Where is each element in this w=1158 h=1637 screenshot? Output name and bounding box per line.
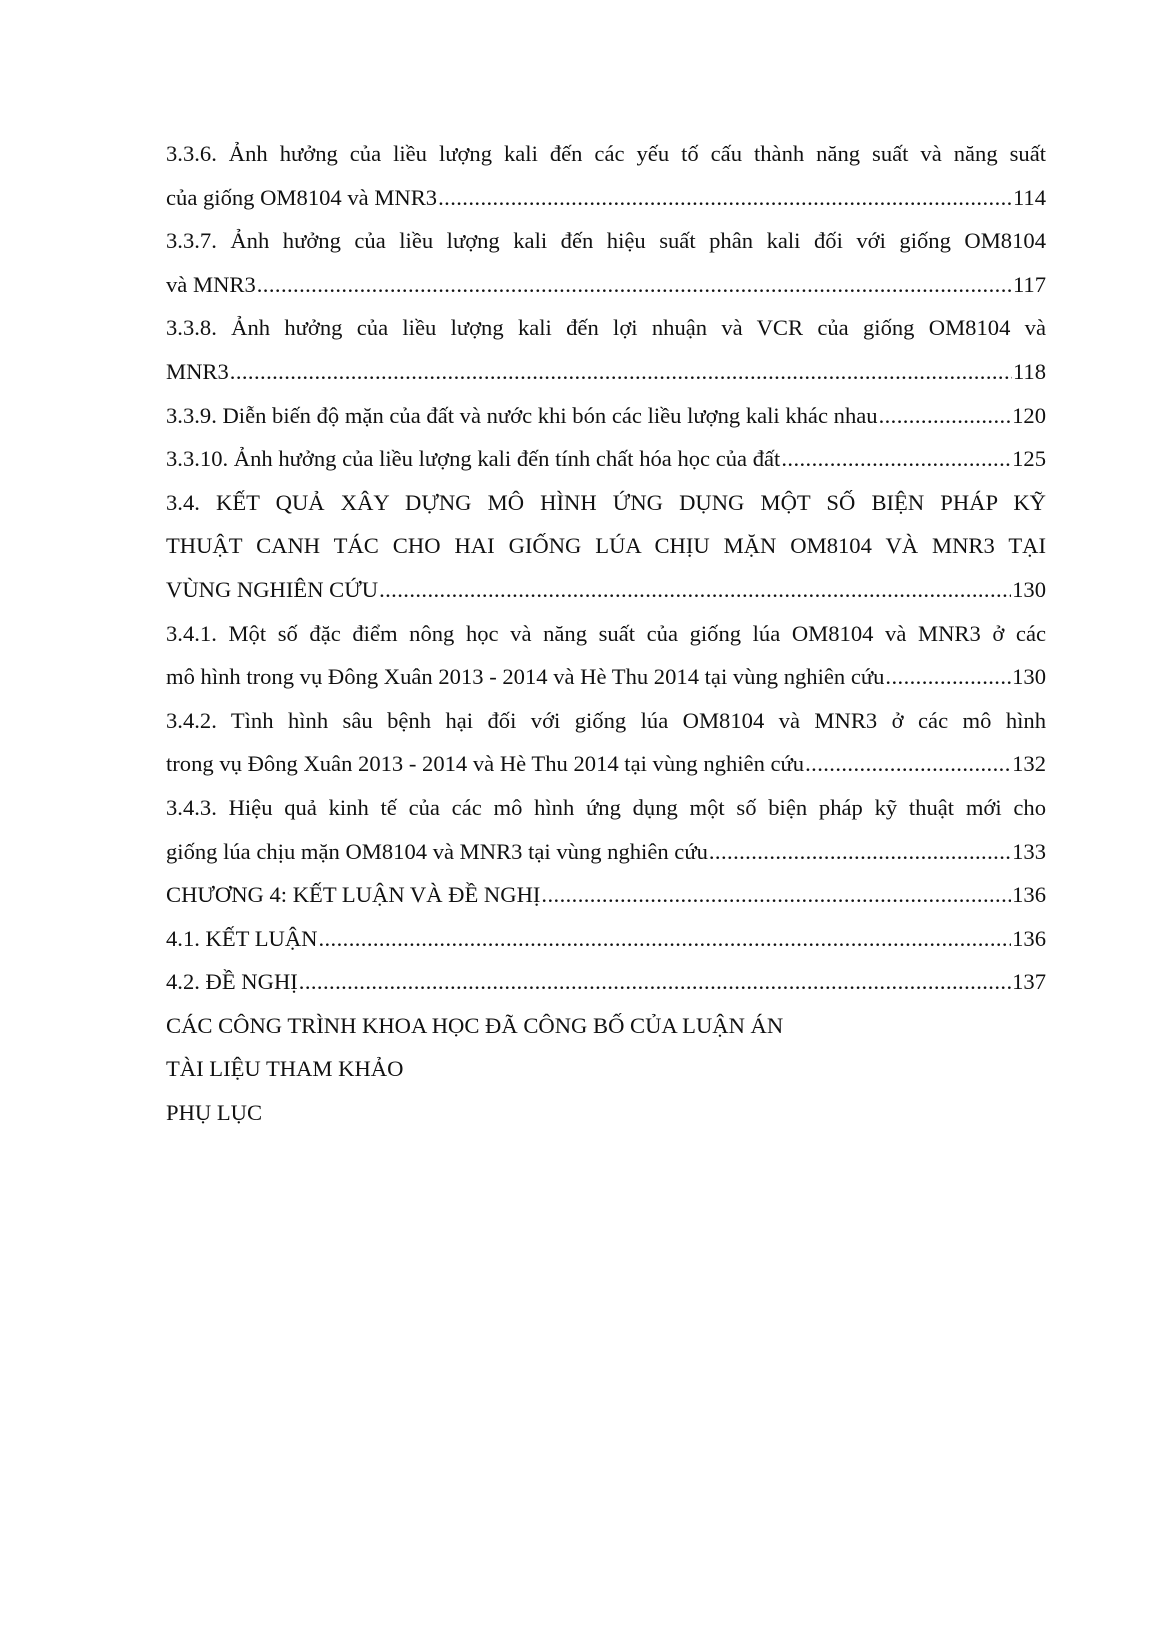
toc-entry-leader-line [166, 960, 1046, 1004]
toc-entry-text-line: 3.3.10. Ảnh hưởng của liều lượng kali đến tính chất hóa học của đất [166, 446, 781, 472]
toc-plain-entry[interactable]: PHỤ LỤC [166, 1100, 263, 1126]
toc-entry-text-line: VÙNG NGHIÊN CỨU [166, 576, 379, 602]
toc-page-number: 137 [1012, 969, 1046, 995]
toc-entry-leader-line [166, 437, 1046, 481]
toc-page-number: 136 [1012, 925, 1046, 951]
toc-page-number: 117 [1012, 271, 1046, 297]
dot-leader [781, 437, 1011, 481]
dot-leader [885, 655, 1011, 699]
toc-plain-entry[interactable]: CÁC CÔNG TRÌNH KHOA HỌC ĐÃ CÔNG BỐ CỦA LUẬN ÁN [166, 1012, 784, 1038]
toc-entry[interactable] [166, 219, 1046, 306]
toc-entry-leader-line [166, 830, 1046, 874]
toc-plain-entry[interactable]: TÀI LIỆU THAM KHẢO [166, 1056, 404, 1082]
dot-leader [318, 917, 1011, 961]
toc-entry-text-line: 3.4.1. Một số đặc điểm nông học và năng suất của giống lúa OM8104 và MNR3 ở các [166, 620, 1046, 646]
toc-page-number: 130 [1012, 576, 1046, 602]
toc-page-number: 136 [1012, 882, 1046, 908]
toc-entry-text-line: 3.3.7. Ảnh hưởng của liều lượng kali đến hiệu suất phân kali đối với giống OM8104 [166, 228, 1046, 254]
toc-entry[interactable] [166, 394, 1046, 438]
toc-entry-leader-line [166, 655, 1046, 699]
dot-leader [257, 263, 1012, 307]
toc-page-number: 125 [1012, 446, 1046, 472]
dot-leader [379, 568, 1011, 612]
toc-entry-text-line: và MNR3 [166, 271, 256, 297]
toc-entry-text-line: CHƯƠNG 4: KẾT LUẬN VÀ ĐỀ NGHỊ [166, 882, 541, 908]
dot-leader [541, 873, 1011, 917]
toc-entry-text-line: 4.2. ĐỀ NGHỊ [166, 969, 298, 995]
toc-page-number: 133 [1012, 838, 1046, 864]
dot-leader [299, 960, 1011, 1004]
toc-entry-leader-line [166, 742, 1046, 786]
toc-entry-leader-line [166, 176, 1046, 220]
toc-entry-leader-line [166, 873, 1046, 917]
toc-page-number: 118 [1012, 358, 1046, 384]
toc-entry-leader-line [166, 350, 1046, 394]
toc-entry[interactable] [166, 437, 1046, 481]
toc-entry-text-line: 3.3.8. Ảnh hưởng của liều lượng kali đến lợi nhuận và VCR của giống OM8104 và [166, 315, 1046, 341]
toc-entry-text-line: 3.4.3. Hiệu quả kinh tế của các mô hình ứng dụng một số biện pháp kỹ thuật mới cho [166, 794, 1046, 820]
toc-entry-text-line: 3.4. KẾT QUẢ XÂY DỰNG MÔ HÌNH ỨNG DỤNG MỘT SỐ BIỆN PHÁP KỸ [166, 489, 1046, 515]
toc-entry-text-line: 4.1. KẾT LUẬN [166, 925, 318, 951]
toc-entry-text-line: của giống OM8104 và MNR3 [166, 184, 438, 210]
toc-entry-text-line: trong vụ Đông Xuân 2013 - 2014 và Hè Thu 2014 tại vùng nghiên cứu [166, 751, 805, 777]
toc-entry-text-line: 3.3.9. Diễn biến độ mặn của đất và nước khi bón các liều lượng kali khác nhau [166, 402, 878, 428]
dot-leader [805, 742, 1011, 786]
toc-entry-leader-line [166, 263, 1046, 307]
toc-entry-text-line: mô hình trong vụ Đông Xuân 2013 - 2014 và Hè Thu 2014 tại vùng nghiên cứu [166, 664, 885, 690]
toc-page-number: 114 [1012, 184, 1046, 210]
toc-page-number: 130 [1012, 664, 1046, 690]
toc-entry-text-line: 3.3.6. Ảnh hưởng của liều lượng kali đến các yếu tố cấu thành năng suất và năng suất [166, 141, 1046, 166]
toc-entry-leader-line [166, 917, 1046, 961]
toc-entry[interactable] [166, 917, 1046, 961]
toc-entry[interactable] [166, 873, 1046, 917]
toc-entry[interactable] [166, 132, 1046, 219]
dot-leader [438, 176, 1012, 220]
toc-entry[interactable] [166, 612, 1046, 699]
dot-leader [230, 350, 1012, 394]
toc-page-number: 132 [1012, 751, 1046, 777]
toc-entry-text-line: MNR3 [166, 358, 229, 384]
toc-page-number: 120 [1012, 402, 1046, 428]
toc-entry-leader-line [166, 394, 1046, 438]
toc-entry-text-line: THUẬT CANH TÁC CHO HAI GIỐNG LÚA CHỊU MẶN OM8104 VÀ MNR3 TẠI [166, 533, 1046, 559]
toc-entry[interactable] [166, 699, 1046, 786]
toc-entry-text-line: giống lúa chịu mặn OM8104 và MNR3 tại vùng nghiên cứu [166, 838, 708, 864]
dot-leader [879, 394, 1012, 438]
toc-entry[interactable] [166, 306, 1046, 393]
table-of-contents [166, 132, 1046, 1135]
toc-entry[interactable] [166, 960, 1046, 1004]
dot-leader [709, 830, 1011, 874]
toc-entry-leader-line [166, 568, 1046, 612]
toc-entry-text-line: 3.4.2. Tình hình sâu bệnh hại đối với giống lúa OM8104 và MNR3 ở các mô hình [166, 707, 1046, 733]
toc-entry[interactable] [166, 786, 1046, 873]
toc-entry[interactable] [166, 481, 1046, 612]
